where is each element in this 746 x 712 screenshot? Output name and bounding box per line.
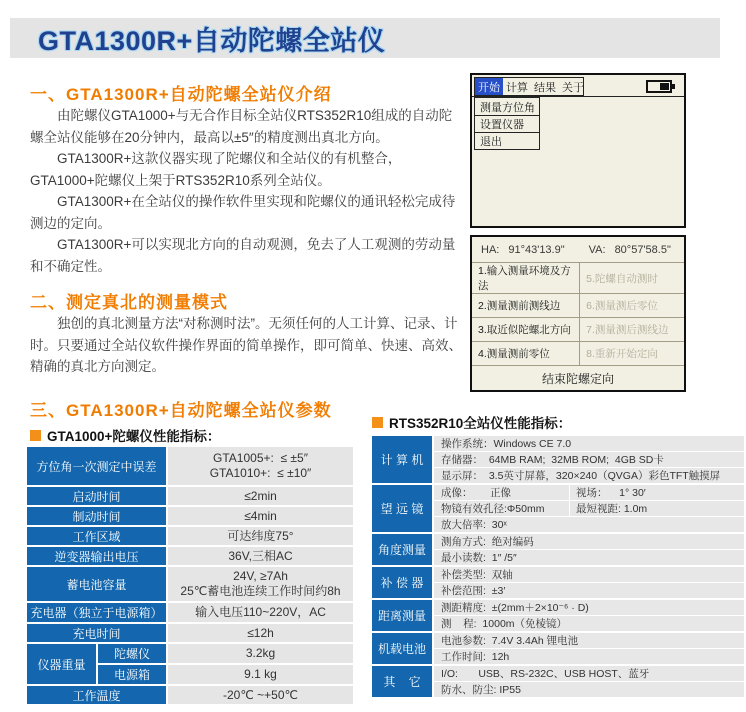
menu-item-start[interactable]: 开始: [475, 78, 503, 95]
spec-cell: 视场： 1° 30′: [569, 485, 744, 500]
value-line: 24V, ≥7Ah: [233, 569, 288, 583]
group-label: 其 它: [372, 666, 432, 697]
step-4-button[interactable]: 4.测量测前零位: [472, 342, 580, 365]
spec-row: 防水、防尘: IP55: [434, 682, 744, 697]
menu-item-about[interactable]: 关于: [562, 81, 584, 94]
group-label: 计 算 机: [372, 436, 432, 483]
table-group-other: [372, 666, 744, 697]
group-rows: [434, 666, 744, 697]
spec-row: 工作时间: 12h: [434, 649, 744, 664]
battery-icon: [646, 80, 672, 93]
steps-row: [472, 263, 684, 294]
row-value: ≤4min: [168, 507, 353, 525]
start-menu-dropdown: [474, 97, 540, 150]
table-row: [27, 624, 353, 642]
row-value: -20℃ ~+50℃: [168, 686, 353, 704]
table-group-battery: [372, 633, 744, 664]
section-intro-heading: 一、GTA1300R+自动陀螺全站仪介绍: [30, 85, 332, 104]
steps-row: [472, 342, 684, 366]
weight-subrows: [98, 644, 353, 684]
group-rows: [434, 600, 744, 631]
orientation-steps-grid: [472, 263, 684, 366]
orange-square-bullet-icon: [372, 417, 383, 428]
battery-fill: [660, 83, 669, 90]
dropdown-item-setup-instrument[interactable]: 设置仪器: [475, 115, 539, 132]
angle-readout-row: [472, 237, 684, 263]
row-value: [168, 567, 353, 601]
table-row: [27, 567, 353, 601]
table-row: [27, 527, 353, 545]
table-row: [27, 547, 353, 565]
spec-row: 操作系统：Windows CE 7.0: [434, 436, 744, 451]
dropdown-item-measure-azimuth[interactable]: 测量方位角: [480, 101, 535, 114]
spec-row: 补偿范围: ±3′: [434, 583, 744, 598]
battery-nub: [672, 84, 675, 89]
spec-row: I/O: USB、RS-232C、USB HOST、蓝牙: [434, 666, 744, 681]
row-label: 充电器（独立于电源箱）: [27, 603, 166, 622]
menu-item-calc[interactable]: 计算: [506, 81, 528, 94]
table-group-computer: [372, 436, 744, 483]
station-spec-table: [372, 436, 744, 699]
ha-label: HA:: [481, 243, 500, 256]
step-2-button[interactable]: 2.测量测前测线边: [472, 294, 580, 317]
spec-cell: 物镜有效孔径:Φ50mm: [441, 503, 545, 515]
table-group-compensator: [372, 567, 744, 598]
spec-row: 电池参数: 7.4V 3.4Ah 锂电池: [434, 633, 744, 648]
spec-cell: 成像： 正像: [441, 487, 512, 499]
subrow-label: 电源箱: [98, 665, 166, 684]
subrow-label: 陀螺仪: [98, 644, 166, 663]
spec-row: 放大倍率: 30ˣ: [434, 517, 744, 532]
dropdown-item-exit[interactable]: 退出: [475, 132, 539, 149]
spec-row: [434, 501, 744, 516]
device-screen-menu: [470, 73, 686, 228]
group-label: 望 远 镜: [372, 485, 432, 532]
va-value: 80°57'58.5": [614, 243, 671, 256]
table-row: [27, 507, 353, 525]
gyro-spec-table: [27, 447, 353, 706]
section-mode-paragraphs: [30, 313, 464, 378]
page-title: GTA1300R+自动陀螺全站仪: [38, 25, 386, 56]
subrow-value: 9.1 kg: [168, 665, 353, 684]
mode-paragraph: 独创的真北测量方法“对称测时法”。无须任何的人工计算、记录、计时。只要通过全站仪软件操作界面的简单操作，即可简单、快速、高效、精确的真北方向测定。: [30, 316, 462, 374]
group-rows: [434, 436, 744, 483]
va-label: VA:: [588, 243, 606, 256]
value-line: 25℃蓄电池连续工作时间约8h: [180, 584, 341, 598]
group-rows: [434, 567, 744, 598]
table-subrow: [98, 665, 353, 684]
spec-row: 测角方式: 绝对编码: [434, 534, 744, 549]
group-label: 机载电池: [372, 633, 432, 664]
section-mode-heading: 二、测定真北的测量模式: [30, 293, 228, 312]
step-3-button[interactable]: 3.取近似陀螺北方向: [472, 318, 580, 341]
row-label: 逆变器输出电压: [27, 547, 166, 565]
spec-row: 最小读数: 1″ /5″: [434, 550, 744, 565]
table-row: [27, 603, 353, 622]
orange-square-bullet-icon: [30, 430, 41, 441]
station-table-title: RTS352R10全站仪性能指标：: [389, 416, 572, 431]
row-value: ≤12h: [168, 624, 353, 642]
spec-row: 测距精度: ±(2mm＋2×10⁻⁶ · D): [434, 600, 744, 615]
group-label: 角度测量: [372, 534, 432, 565]
intro-paragraph: GTA1300R+可以实现北方向的自动观测，免去了人工观测的劳动量和不确定性。: [30, 237, 456, 274]
value-line: GTA1005+: ≤ ±5″: [213, 451, 308, 465]
gyro-table-title-row: [30, 425, 220, 445]
row-label: 方位角一次测定中误差: [27, 447, 166, 485]
value-line: GTA1010+: ≤ ±10″: [209, 466, 312, 480]
group-label: 距离测量: [372, 600, 432, 631]
end-gyro-orientation-button[interactable]: 结束陀螺定向: [541, 371, 614, 386]
table-row-weight: [27, 644, 353, 684]
row-label: 工作区域: [27, 527, 166, 545]
row-label: 制动时间: [27, 507, 166, 525]
row-value: ≤2min: [168, 487, 353, 505]
station-table-title-row: [372, 412, 571, 432]
subrow-value: 3.2kg: [168, 644, 353, 663]
table-row: [27, 686, 353, 704]
spec-row: 存储器： 64MB RAM; 32MB ROM; 4GB SD卡: [434, 452, 744, 467]
group-rows: [434, 485, 744, 532]
menu-item-result[interactable]: 结果: [534, 81, 556, 94]
ha-value: 91°43'13.9": [508, 243, 565, 256]
row-label: 充电时间: [27, 624, 166, 642]
spec-row: 显示屏： 3.5英寸屏幕，320×240（QVGA）彩色TFT触摸屏: [434, 468, 744, 483]
spec-row: [434, 485, 744, 500]
step-7-button-disabled: 7.测量测后测线边: [586, 324, 669, 336]
group-rows: [434, 633, 744, 664]
step-1-button[interactable]: 1.输入测量环境及方法: [472, 263, 580, 293]
table-group-telescope: [372, 485, 744, 532]
table-row: [27, 447, 353, 485]
table-row: [27, 487, 353, 505]
section-params-heading: 三、GTA1300R+自动陀螺全站仪参数: [30, 401, 332, 420]
steps-row: [472, 318, 684, 342]
table-subrow: [98, 644, 353, 663]
row-label: 启动时间: [27, 487, 166, 505]
intro-paragraph: 由陀螺仪GTA1000+与无合作目标全站仪RTS352R10组成的自动陀螺全站仪能够在20分钟内，最高以±5″的精度测出真北方向。: [30, 108, 453, 145]
device-screen-orientation: [470, 235, 686, 392]
section-intro-paragraphs: [30, 105, 464, 277]
row-label: 工作温度: [27, 686, 166, 704]
row-value: [168, 447, 353, 485]
step-6-button-disabled: 6.测量测后零位: [586, 300, 658, 312]
steps-row: [472, 294, 684, 318]
spec-row: 测 程: 1000m（免棱镜）: [434, 616, 744, 631]
intro-paragraph: GTA1300R+在全站仪的操作软件里实现和陀螺仪的通讯轻松完成待测边的定向。: [30, 194, 456, 231]
step-8-button-disabled: 8.重新开始定向: [586, 348, 658, 360]
row-label: 蓄电池容量: [27, 567, 166, 601]
step-5-button-disabled: 5.陀螺自动测时: [586, 272, 658, 285]
spec-row: 补偿类型: 双轴: [434, 567, 744, 582]
intro-paragraph: GTA1300R+这款仪器实现了陀螺仪和全站仪的有机整合，GTA1000+陀螺仪上架于RTS352R10系列全站仪。: [30, 151, 402, 188]
device-menubar: [474, 77, 584, 96]
gyro-table-title: GTA1000+陀螺仪性能指标：: [47, 429, 221, 444]
spec-cell: 最短视距: 1.0m: [569, 501, 744, 516]
row-value: 可达纬度75°: [168, 527, 353, 545]
table-group-distance: [372, 600, 744, 631]
table-group-angle: [372, 534, 744, 565]
row-value: 36V,三相AC: [168, 547, 353, 565]
row-value: 输入电压110~220V，AC: [168, 603, 353, 622]
group-label: 补 偿 器: [372, 567, 432, 598]
page-banner: [10, 18, 720, 58]
group-rows: [434, 534, 744, 565]
row-label: 仪器重量: [27, 644, 96, 684]
